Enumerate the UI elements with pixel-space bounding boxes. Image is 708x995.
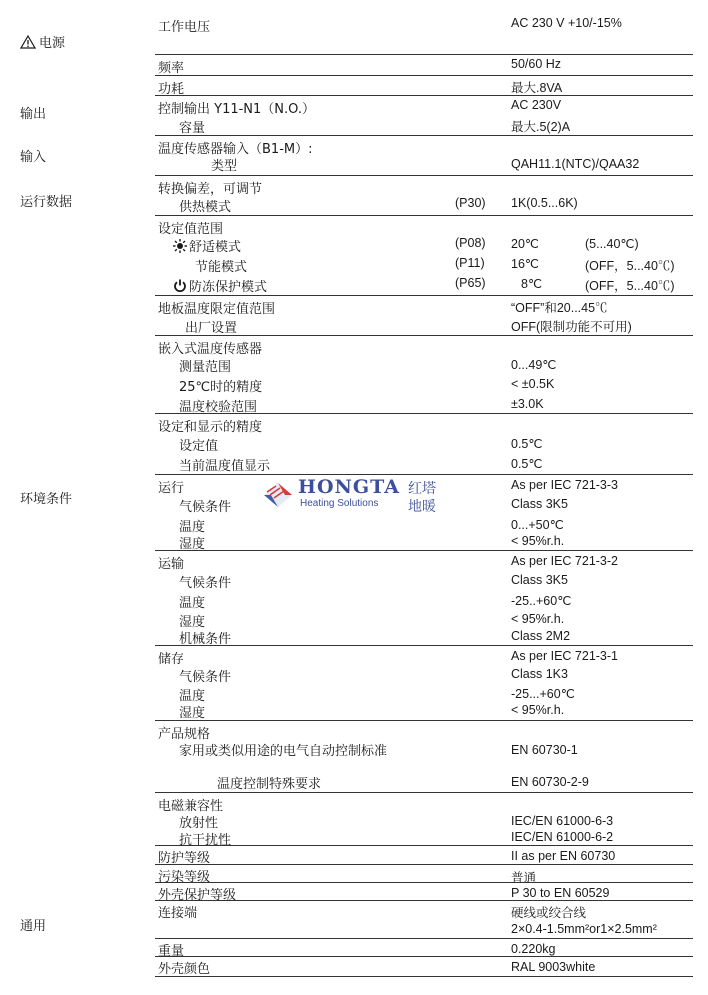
row-emc bbox=[155, 792, 693, 814]
row-value: IEC/EN 61000-6-3 bbox=[511, 814, 614, 828]
row-label: 测量范围 bbox=[179, 360, 232, 375]
moon-icon bbox=[173, 259, 193, 273]
row-housing-color bbox=[155, 956, 693, 977]
row-value: As per IEC 721-3-1 bbox=[511, 649, 618, 663]
row-value: 16℃ bbox=[511, 257, 539, 271]
row-value: RAL 9003white bbox=[511, 960, 596, 974]
row-temp-sensor-input bbox=[155, 135, 693, 157]
row-label: 当前温度值显示 bbox=[179, 459, 271, 474]
section-output: 输出 bbox=[20, 107, 47, 122]
row-label: 工作电压 bbox=[158, 20, 211, 35]
row-label: 污染等级 bbox=[158, 870, 211, 885]
row-label: 25℃时的精度 bbox=[179, 380, 263, 395]
row-label: 气候条件 bbox=[179, 576, 232, 591]
row-label: 机械条件 bbox=[179, 632, 232, 647]
row-label: 设定值范围 bbox=[158, 222, 224, 237]
row-value: Class 3K5 bbox=[511, 573, 568, 587]
row-label: 控制输出 Y11-N1（N.O.） bbox=[158, 102, 315, 117]
row-label: 嵌入式温度传感器 bbox=[158, 342, 263, 357]
row-value: 0.5℃ bbox=[511, 457, 543, 471]
row-setpoint-range bbox=[155, 215, 693, 237]
logo-cn-1: 红塔 bbox=[408, 481, 436, 497]
row-label: 温度传感器输入（B1-M）: bbox=[158, 142, 313, 157]
row-value: 0...+50℃ bbox=[511, 518, 564, 532]
row-value: < 95%r.h. bbox=[511, 612, 565, 626]
row-label: 地板温度限定值范围 bbox=[158, 302, 276, 317]
section-power-label: 电源 bbox=[39, 36, 66, 51]
row-label: 湿度 bbox=[179, 615, 206, 630]
row-value: Class 1K3 bbox=[511, 667, 568, 681]
row-param: (P08) bbox=[455, 236, 486, 250]
logo-mark-icon bbox=[262, 480, 296, 510]
row-label: 温度 bbox=[179, 520, 206, 535]
logo-cn-2: 地暖 bbox=[408, 499, 436, 515]
row-value: II as per EN 60730 bbox=[511, 849, 616, 863]
row-label: 放射性 bbox=[179, 816, 219, 831]
row-product-spec bbox=[155, 720, 693, 742]
row-value: EN 60730-1 bbox=[511, 743, 578, 757]
row-label: 容量 bbox=[179, 121, 206, 136]
section-operating-data: 运行数据 bbox=[20, 195, 73, 210]
row-control-output bbox=[155, 95, 693, 117]
logo-name: HONGTA bbox=[298, 476, 400, 498]
row-label: 外壳颜色 bbox=[158, 962, 211, 977]
row-value: 普通 bbox=[511, 871, 537, 885]
row-value-2: 2×0.4-1.5mm²or1×2.5mm² bbox=[511, 922, 657, 936]
row-range: (OFF，5...40℃) bbox=[585, 259, 675, 273]
row-value: 0.220kg bbox=[511, 942, 556, 956]
row-label: 温度校验范围 bbox=[179, 400, 258, 415]
section-input: 输入 bbox=[20, 150, 47, 165]
row-label: 抗干扰性 bbox=[179, 833, 232, 848]
row-range: (5...40℃) bbox=[585, 237, 639, 251]
row-value: < ±0.5K bbox=[511, 377, 555, 391]
row-param: (P65) bbox=[455, 276, 486, 290]
row-value: Class 3K5 bbox=[511, 497, 568, 511]
row-label: 气候条件 bbox=[179, 500, 232, 515]
row-value: -25..+60℃ bbox=[511, 594, 572, 608]
row-label: 温度 bbox=[179, 596, 206, 611]
row-frequency bbox=[155, 54, 693, 76]
row-value: < 95%r.h. bbox=[511, 703, 565, 717]
comfort-mode bbox=[173, 236, 241, 255]
logo-subtitle: Heating Solutions bbox=[300, 498, 379, 509]
row-value: QAH11.1(NTC)/QAA32 bbox=[511, 157, 640, 171]
economy-mode bbox=[173, 256, 247, 275]
row-value: AC 230 V +10/-15% bbox=[511, 16, 622, 30]
row-value: 50/60 Hz bbox=[511, 57, 562, 71]
row-label: 设定值 bbox=[179, 439, 219, 454]
frost-mode bbox=[173, 276, 267, 295]
row-label: 家用或类似用途的电气自动控制标准 bbox=[179, 744, 388, 759]
row-value: AC 230V bbox=[511, 98, 562, 112]
row-value: 0...49℃ bbox=[511, 358, 557, 372]
row-setting-accuracy bbox=[155, 413, 693, 435]
row-housing-protection bbox=[155, 882, 693, 903]
row-param: (P30) bbox=[455, 196, 486, 210]
row-label: 设定和显示的精度 bbox=[158, 420, 263, 435]
section-general: 通用 bbox=[20, 919, 47, 934]
row-value: IEC/EN 61000-6-2 bbox=[511, 830, 614, 844]
row-value: P 30 to EN 60529 bbox=[511, 886, 610, 900]
row-label: 温度控制特殊要求 bbox=[217, 777, 322, 792]
row-label: 气候条件 bbox=[179, 670, 232, 685]
row-protection-class bbox=[155, 845, 693, 866]
row-value: As per IEC 721-3-2 bbox=[511, 554, 618, 568]
row-value: Class 2M2 bbox=[511, 629, 571, 643]
warning-icon bbox=[20, 35, 36, 49]
row-power-consumption bbox=[155, 75, 693, 97]
power-icon bbox=[173, 279, 187, 293]
row-value: EN 60730-2-9 bbox=[511, 775, 589, 789]
row-label: 电磁兼容性 bbox=[158, 799, 224, 814]
row-label: 储存 bbox=[158, 652, 185, 667]
row-floor-limit bbox=[155, 295, 693, 317]
section-power bbox=[20, 32, 65, 51]
row-value: 1K(0.5...6K) bbox=[511, 196, 578, 210]
row-label: 舒适模式 bbox=[189, 240, 242, 255]
row-label: 防冻保护模式 bbox=[189, 280, 268, 295]
row-value: < 95%r.h. bbox=[511, 534, 565, 548]
row-value: “OFF”和20...45℃ bbox=[511, 301, 608, 315]
watermark-logo bbox=[262, 476, 452, 516]
row-label: 产品规格 bbox=[158, 727, 211, 742]
row-value: OFF(限制功能不可用) bbox=[511, 320, 632, 334]
row-value: 最大.5(2)A bbox=[511, 120, 571, 134]
row-label: 类型 bbox=[211, 159, 238, 174]
row-value: As per IEC 721-3-3 bbox=[511, 478, 618, 492]
row-label: 功耗 bbox=[158, 82, 185, 97]
row-weight bbox=[155, 938, 693, 959]
row-value: -25...+60℃ bbox=[511, 687, 575, 701]
row-pollution bbox=[155, 864, 693, 885]
row-value: 20℃ bbox=[511, 237, 539, 251]
row-range: (OFF，5...40℃) bbox=[585, 279, 675, 293]
row-param: (P11) bbox=[455, 256, 485, 270]
row-value: 8℃ bbox=[521, 277, 542, 291]
row-switching-diff bbox=[155, 175, 693, 197]
row-label: 供热模式 bbox=[179, 200, 232, 215]
row-label: 温度 bbox=[179, 689, 206, 704]
row-value: 硬线或绞合线 bbox=[511, 906, 587, 920]
row-value: ±3.0K bbox=[511, 397, 544, 411]
row-transport bbox=[155, 550, 693, 572]
row-label: 运行 bbox=[158, 481, 185, 496]
row-label: 转换偏差，可调节 bbox=[158, 182, 263, 197]
row-label: 防护等级 bbox=[158, 851, 211, 866]
row-terminals bbox=[155, 900, 693, 936]
row-built-in-sensor bbox=[155, 335, 693, 357]
row-label: 运输 bbox=[158, 557, 185, 572]
row-label: 连接端 bbox=[158, 906, 198, 921]
row-label: 外壳保护等级 bbox=[158, 888, 237, 903]
row-value: 最大.8VA bbox=[511, 81, 563, 95]
row-label: 湿度 bbox=[179, 537, 206, 552]
row-label: 节能模式 bbox=[195, 260, 248, 275]
row-value: 0.5℃ bbox=[511, 437, 543, 451]
section-environment: 环境条件 bbox=[20, 492, 73, 507]
row-label: 湿度 bbox=[179, 706, 206, 721]
row-label: 频率 bbox=[158, 61, 185, 76]
row-label: 重量 bbox=[158, 944, 185, 959]
row-storage bbox=[155, 645, 693, 667]
sun-icon bbox=[173, 239, 187, 253]
row-label: 出厂设置 bbox=[185, 321, 238, 336]
